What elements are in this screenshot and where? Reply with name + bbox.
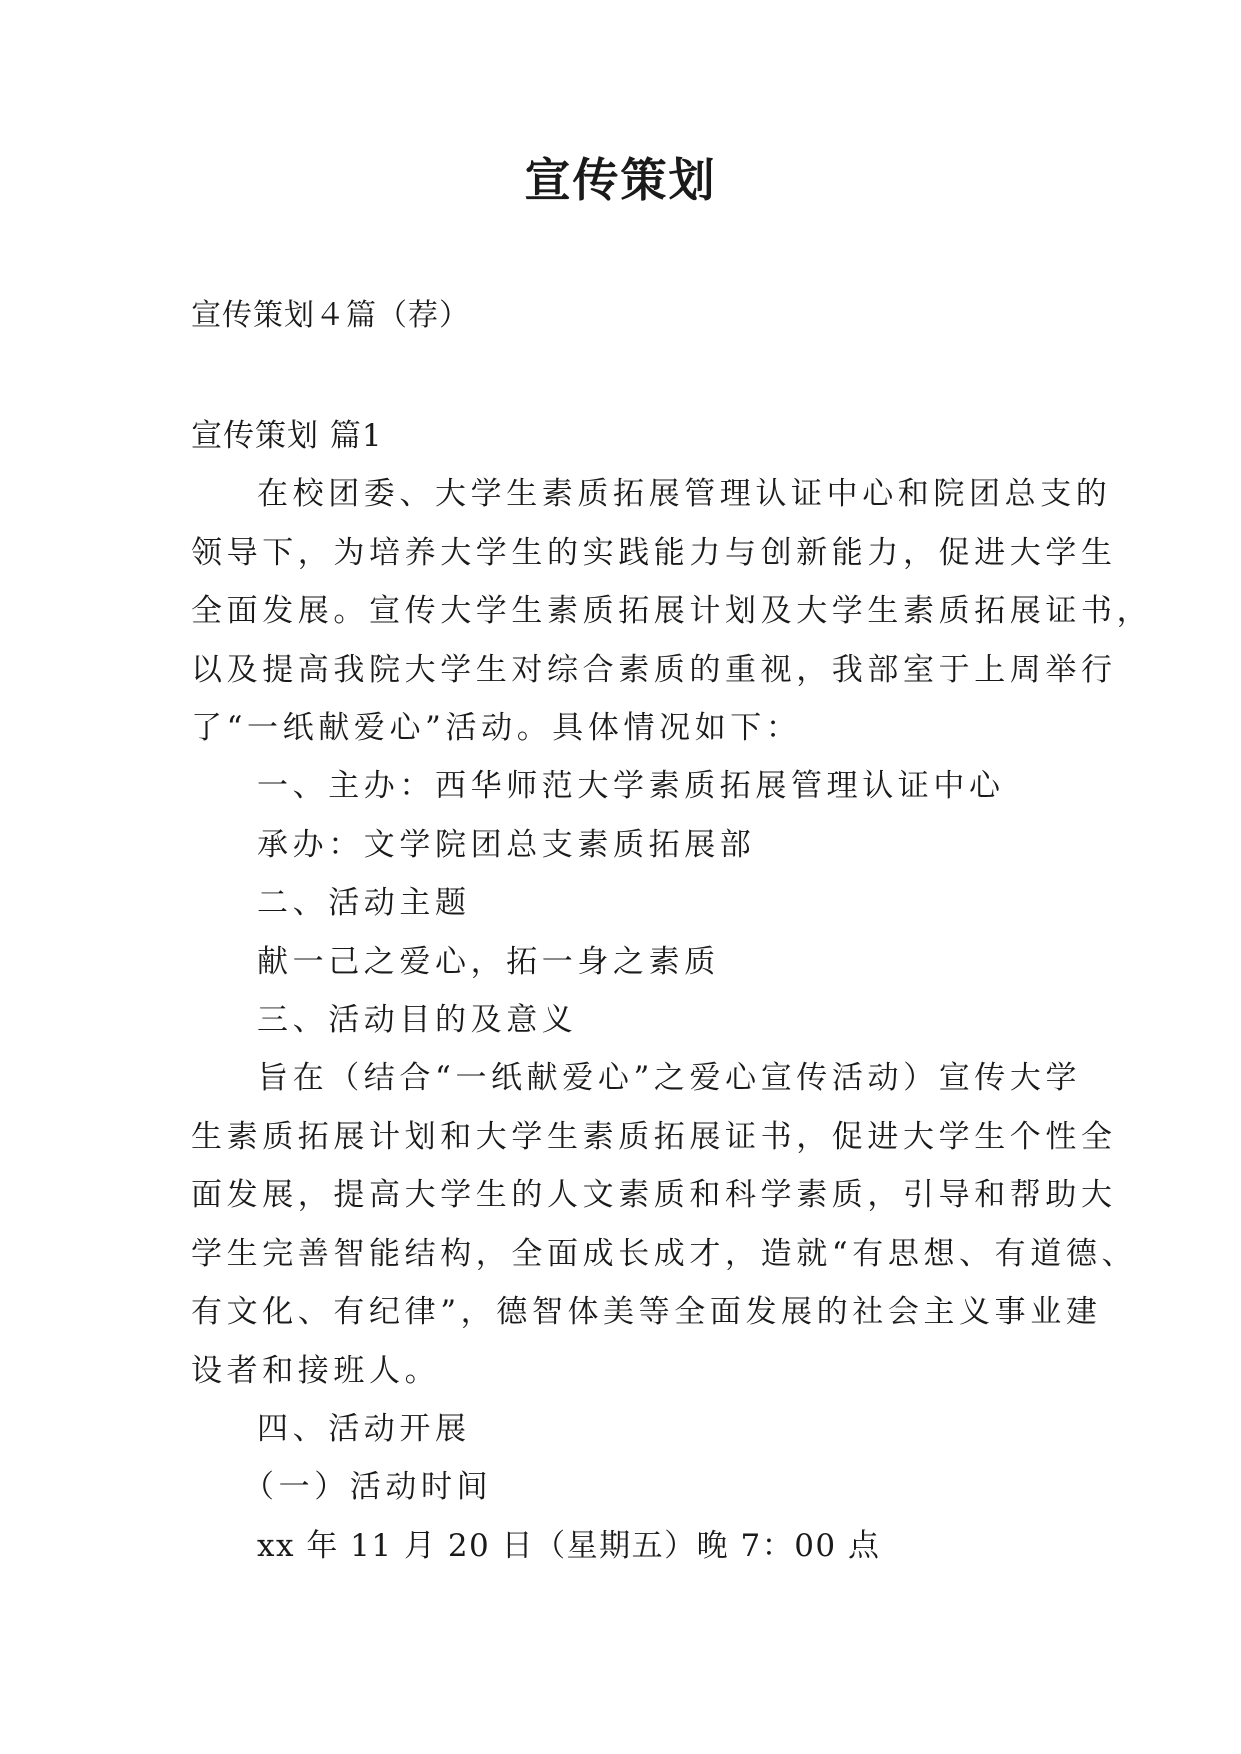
- paragraph-intro: [191, 465, 1153, 757]
- document-body: [191, 407, 1153, 1575]
- paragraph-line: 旨在（结合“一纸献爱心”之爱心宣传活动）宣传大学: [257, 1060, 1082, 1097]
- organizer-line: 一、主办：西华师范大学素质拓展管理认证中心: [257, 768, 1005, 805]
- document-title: 宣传策划: [524, 153, 717, 207]
- theme-text: 献一己之爱心，拓一身之素质: [257, 943, 720, 980]
- paragraph-line: 设者和接班人。: [191, 1352, 441, 1389]
- paragraph-line: 学生完善智能结构，全面成长成才，造就“有思想、有道德、: [191, 1235, 1138, 1272]
- paragraph-line: 领导下，为培养大学生的实践能力与创新能力，促进大学生: [191, 534, 1117, 571]
- activity-heading: 四、活动开展: [257, 1410, 471, 1447]
- time-heading: （一）活动时间: [243, 1469, 493, 1506]
- time-text: xx 年 11 月 20 日（星期五）晚 7：00 点: [257, 1527, 881, 1564]
- paragraph-line: 以及提高我院大学生对综合素质的重视，我部室于上周举行: [191, 651, 1117, 688]
- paragraph-line: 在校团委、大学生素质拓展管理认证中心和院团总支的: [257, 476, 1112, 513]
- document-subtitle: 宣传策划４篇（荐）: [191, 298, 470, 333]
- paragraph-line: 生素质拓展计划和大学生素质拓展证书，促进大学生个性全: [191, 1118, 1117, 1155]
- section-title: 宣传策划 篇1: [191, 418, 383, 454]
- paragraph-line: 了“一纸献爱心”活动。具体情况如下：: [191, 710, 802, 747]
- paragraph-line: 面发展，提高大学生的人文素质和科学素质，引导和帮助大: [191, 1177, 1117, 1214]
- paragraph-line: 有文化、有纪律”，德智体美等全面发展的社会主义事业建: [191, 1294, 1102, 1331]
- theme-heading: 二、活动主题: [257, 885, 471, 922]
- paragraph-purpose: [191, 1049, 1138, 1399]
- co-organizer-line: 承办：文学院团总支素质拓展部: [257, 826, 756, 863]
- paragraph-line: 全面发展。宣传大学生素质拓展计划及大学生素质拓展证书，: [191, 593, 1153, 630]
- purpose-heading: 三、活动目的及意义: [257, 1002, 578, 1039]
